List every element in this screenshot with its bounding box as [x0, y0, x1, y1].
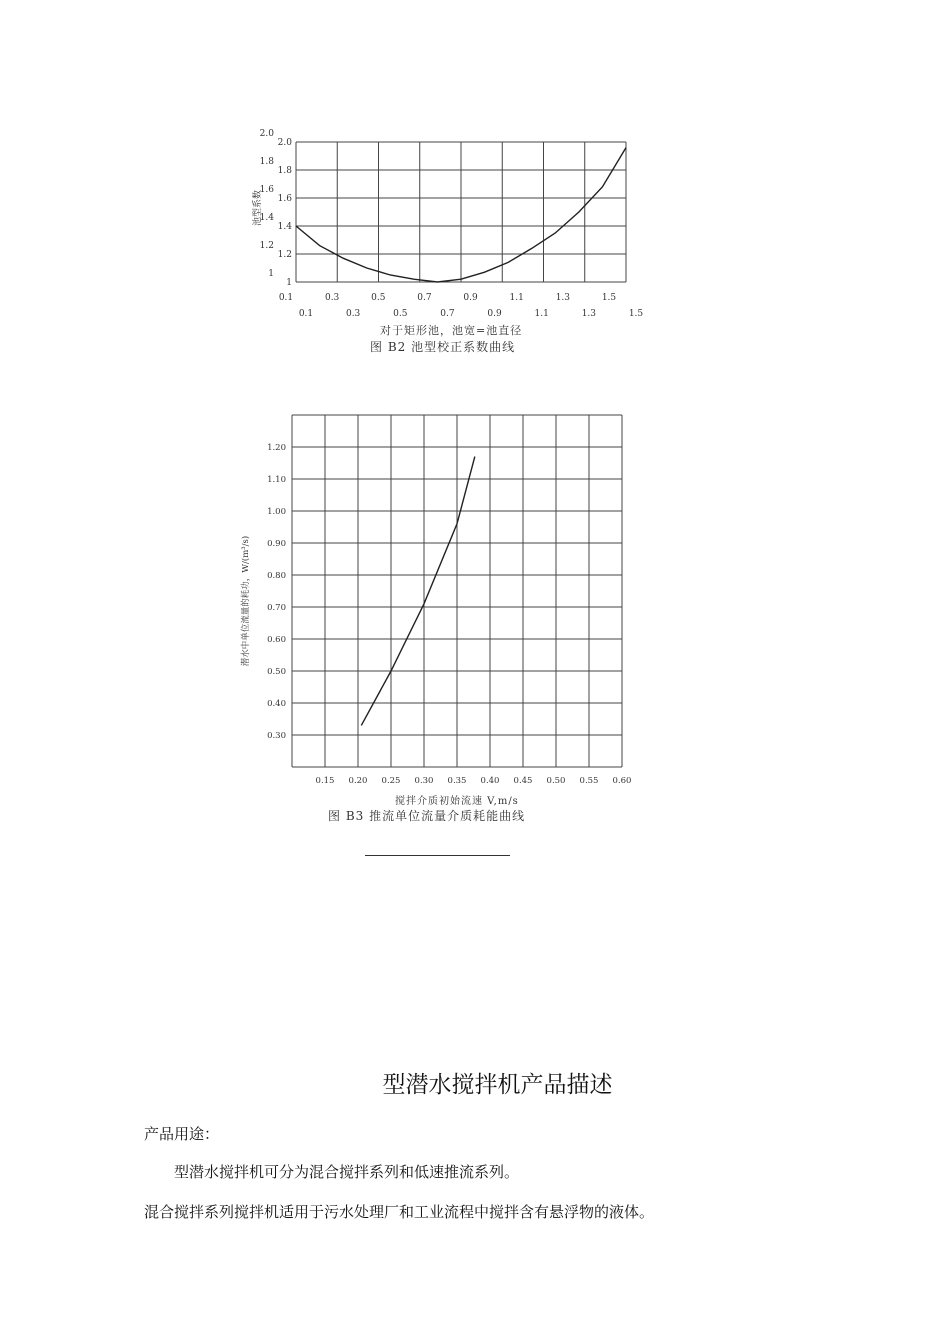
chart-b3-plot: [230, 405, 650, 790]
chart-b3-curve: [361, 457, 475, 726]
y-tick-label-inner: 1: [286, 278, 292, 288]
y-tick-label-outer: 2.0: [259, 129, 274, 139]
figure-b3: [230, 405, 650, 790]
x-tick-label-row2: 0.3: [345, 309, 361, 319]
chart-b2-xlabel: 对于矩形池，池宽=池直径: [380, 324, 523, 337]
y-tick-label-outer: 1: [268, 269, 274, 279]
y-tick-label: 0.90: [267, 539, 286, 549]
x-tick-label-row2: 1.3: [581, 309, 597, 319]
x-tick-label-row2: 0.1: [298, 309, 314, 319]
chart-b3-ylabel: 潜水中单位流量的耗功，W/(m³/s): [241, 535, 251, 667]
x-tick-label: 0.20: [348, 776, 368, 786]
x-tick-label: 0.55: [579, 776, 599, 786]
x-tick-label-row2: 1.5: [628, 309, 644, 319]
y-tick-label-outer: 1.8: [259, 157, 274, 167]
y-tick-label: 0.70: [267, 603, 286, 613]
y-tick-label: 0.30: [267, 731, 286, 741]
paragraph-2: 混合搅拌系列搅拌机适用于污水处理厂和工业流程中搅拌含有悬浮物的液体。: [144, 1203, 655, 1221]
y-tick-label: 0.60: [267, 635, 286, 645]
y-tick-label: 1.00: [267, 507, 286, 517]
y-tick-label-outer: 1.2: [259, 241, 274, 251]
x-tick-label: 0.15: [315, 776, 335, 786]
section-divider: [365, 855, 510, 856]
x-tick-label-row1: 1.1: [509, 293, 524, 303]
y-tick-label: 1.20: [267, 443, 286, 453]
chart-b3-title: 图 B3 推流单位流量介质耗能曲线: [328, 809, 526, 823]
y-tick-label: 1.10: [267, 475, 286, 485]
x-tick-label: 0.30: [414, 776, 434, 786]
x-tick-label: 0.25: [381, 776, 401, 786]
y-tick-label-inner: 2.0: [277, 138, 292, 148]
x-tick-label-row2: 0.9: [487, 309, 502, 319]
x-tick-label-row2: 0.5: [393, 309, 408, 319]
y-tick-label: 0.50: [267, 667, 286, 677]
y-tick-label-outer: 1.6: [259, 185, 274, 195]
x-tick-label: 0.60: [612, 776, 632, 786]
figure-b2: [240, 120, 670, 320]
x-tick-label-row1: 0.3: [324, 293, 340, 303]
chart-b3-xlabel: 搅拌介质初始流速 V,m/s: [395, 796, 519, 807]
x-tick-label-row2: 1.1: [534, 309, 549, 319]
y-tick-label-inner: 1.2: [277, 250, 292, 260]
y-tick-label-inner: 1.4: [277, 222, 292, 232]
y-tick-label-outer: 1.4: [259, 213, 274, 223]
x-tick-label: 0.35: [447, 776, 467, 786]
document-title: 型潜水搅拌机产品描述: [382, 1072, 613, 1098]
y-tick-label-inner: 1.8: [277, 166, 292, 176]
x-tick-label: 0.40: [480, 776, 500, 786]
chart-b2-ylabel: 池型系数: [253, 189, 263, 227]
x-tick-label-row1: 1.5: [601, 293, 617, 303]
x-tick-label: 0.50: [546, 776, 566, 786]
chart-b2-title: 图 B2 池型校正系数曲线: [370, 340, 516, 354]
x-tick-label: 0.45: [513, 776, 533, 786]
x-tick-label-row1: 0.5: [371, 293, 386, 303]
chart-b2-plot: [240, 120, 670, 320]
x-tick-label-row1: 1.3: [555, 293, 571, 303]
x-tick-label-row2: 0.7: [440, 309, 455, 319]
paragraph-1: 型潜水搅拌机可分为混合搅拌系列和低速推流系列。: [174, 1163, 520, 1181]
x-tick-label-row1: 0.1: [278, 293, 294, 303]
section-heading: 产品用途：: [144, 1125, 220, 1143]
y-tick-label-inner: 1.6: [277, 194, 292, 204]
y-tick-label: 0.40: [267, 699, 286, 709]
y-tick-label: 0.80: [267, 571, 286, 581]
x-tick-label-row1: 0.9: [463, 293, 478, 303]
x-tick-label-row1: 0.7: [417, 293, 432, 303]
